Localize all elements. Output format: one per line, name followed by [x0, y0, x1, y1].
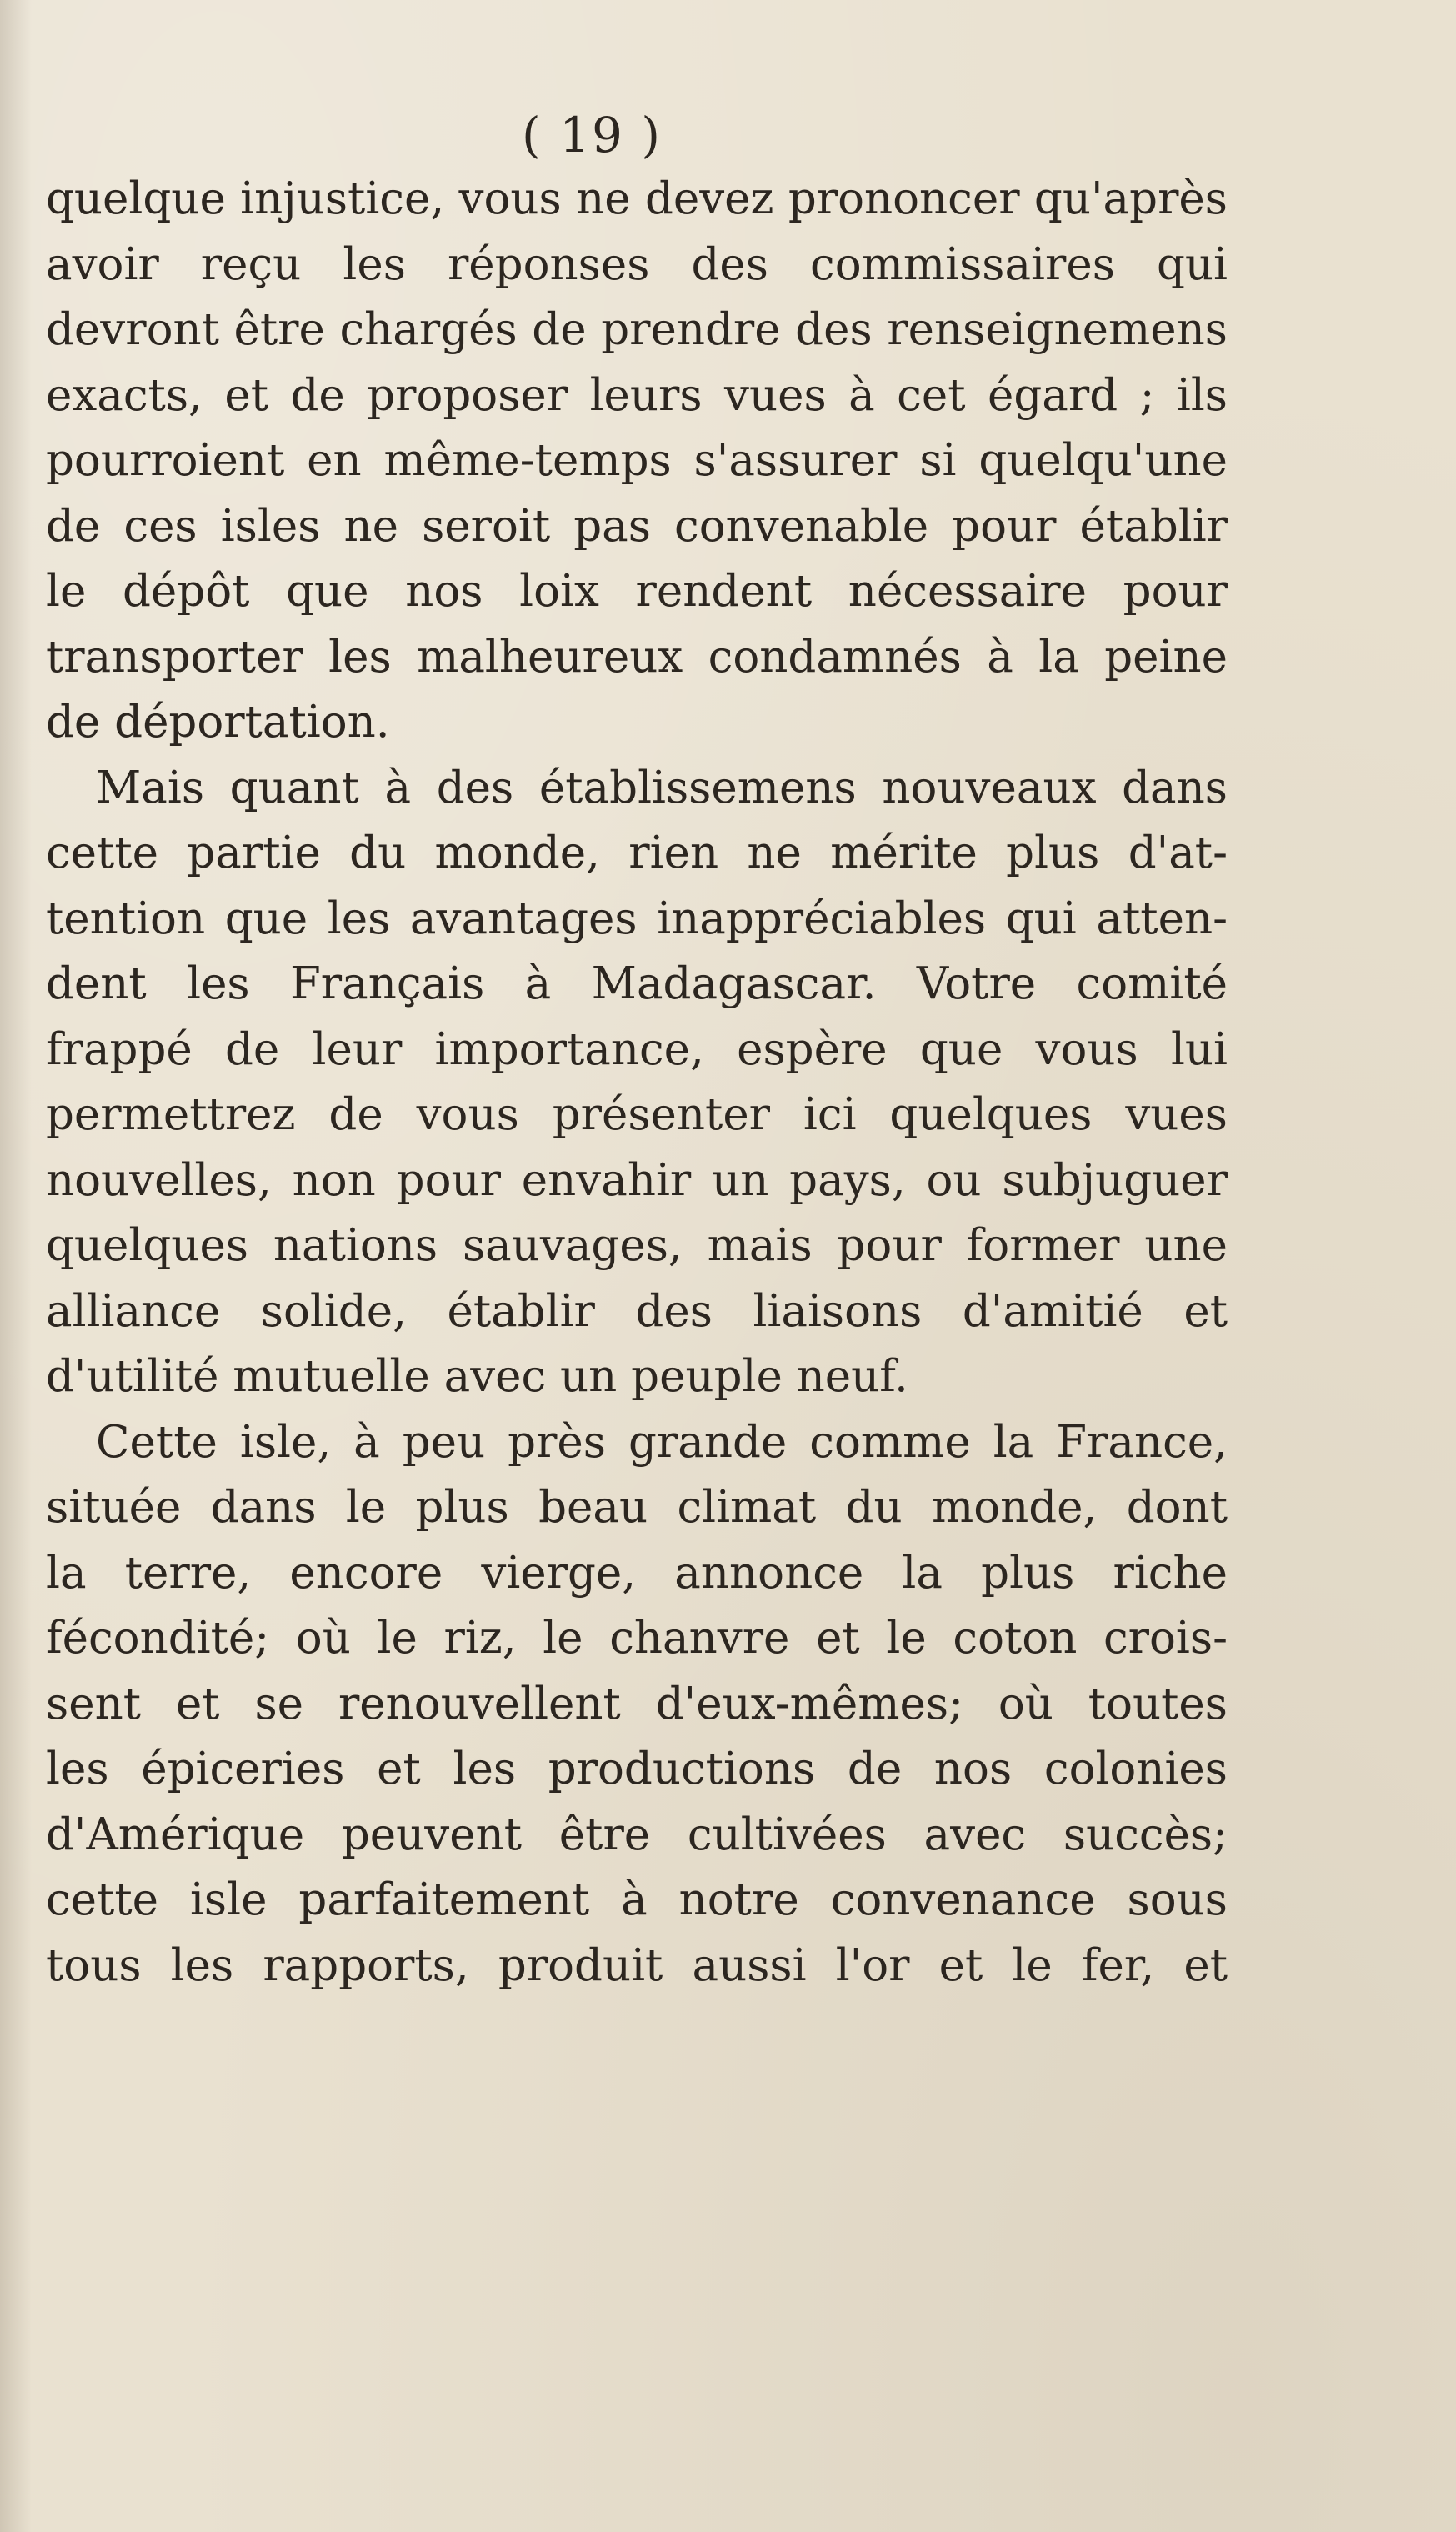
text-line: Cette isle, à peu près grande comme la France, — [96, 1416, 1228, 1468]
body-text — [46, 167, 1228, 1999]
text-line: avoir reçu les réponses des commissaires qui — [46, 238, 1228, 290]
text-line: de déportation. — [46, 697, 390, 748]
text-line: quelque injustice, vous ne devez prononcer qu'après — [46, 173, 1228, 224]
text-line: alliance solide, établir des liaisons d'amitié et — [46, 1285, 1228, 1337]
text-line: Mais quant à des établissemens nouveaux dans — [96, 762, 1228, 813]
text-line: fécondité; où le riz, le chanvre et le coton crois- — [46, 1613, 1228, 1664]
text-line: d'utilité mutuelle avec un peuple neuf. — [46, 1351, 908, 1402]
text-line: dent les Français à Madagascar. Votre comité — [46, 958, 1228, 1009]
text-line: la terre, encore vierge, annonce la plus riche — [46, 1547, 1228, 1599]
text-line: nouvelles, non pour envahir un pays, ou subjuguer — [46, 1154, 1228, 1206]
text-line: quelques nations sauvages, mais pour former une — [46, 1220, 1228, 1271]
text-line: cette isle parfaitement à notre convenance sous — [46, 1874, 1228, 1925]
text-line: pourroient en même-temps s'assurer si quelqu'une — [46, 435, 1228, 486]
page-number: ( 19 ) — [522, 107, 662, 163]
spine-shadow — [0, 0, 32, 2532]
text-line: frappé de leur importance, espère que vous lui — [46, 1023, 1228, 1075]
text-line: située dans le plus beau climat du monde, dont — [46, 1482, 1228, 1533]
text-line: devront être chargés de prendre des renseignemens — [46, 304, 1228, 355]
text-line: le dépôt que nos loix rendent nécessaire pour — [46, 566, 1228, 617]
text-line: tention que les avantages inappréciables qui atten- — [46, 893, 1228, 944]
text-line: de ces isles ne seroit pas convenable pour établir — [46, 500, 1228, 552]
text-line: exacts, et de proposer leurs vues à cet égard ; ils — [46, 369, 1228, 421]
text-line: tous les rapports, produit aussi l'or et le fer, et — [46, 1939, 1228, 1991]
text-line: transporter les malheureux condamnés à la peine — [46, 631, 1228, 683]
text-line: d'Amérique peuvent être cultivées avec succès; — [46, 1809, 1228, 1860]
text-line: cette partie du monde, rien ne mérite plus d'at- — [46, 828, 1228, 878]
text-line: permettrez de vous présenter ici quelques vues — [46, 1089, 1228, 1140]
text-line: les épiceries et les productions de nos colonies — [46, 1744, 1228, 1794]
text-line: sent et se renouvellent d'eux-mêmes; où toutes — [46, 1678, 1228, 1729]
